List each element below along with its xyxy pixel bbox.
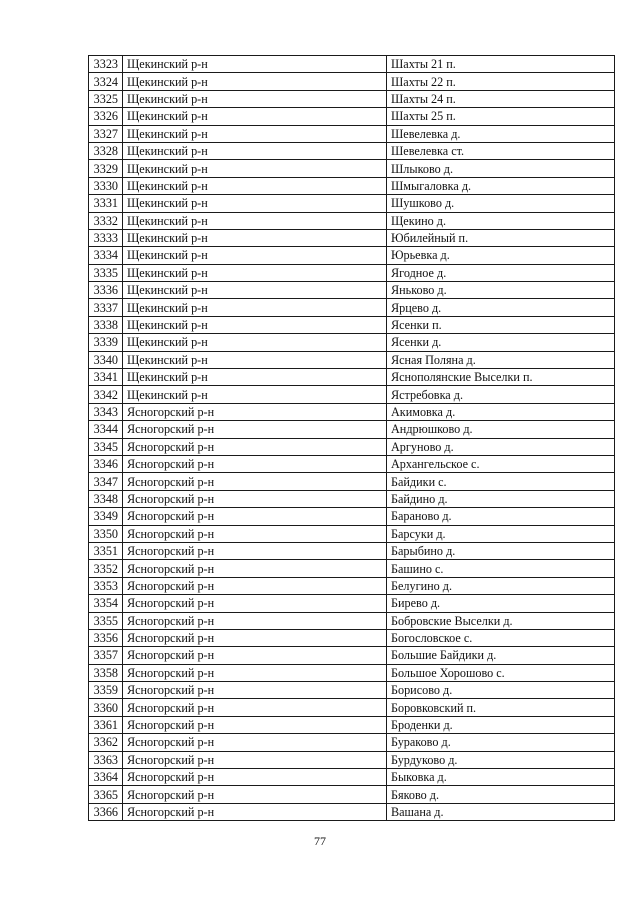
- table-row: [89, 438, 615, 455]
- table-row: [89, 195, 615, 212]
- settlement-cell: Броденки д.: [387, 716, 615, 733]
- row-number-cell: 3323: [89, 56, 123, 73]
- table-row: [89, 142, 615, 159]
- settlement-cell: Шевелевка д.: [387, 125, 615, 142]
- table-row: [89, 229, 615, 246]
- table-row: [89, 525, 615, 542]
- district-cell: Ясногорский р-н: [123, 508, 387, 525]
- district-cell: Ясногорский р-н: [123, 595, 387, 612]
- table-row: [89, 560, 615, 577]
- row-number-cell: 3363: [89, 751, 123, 768]
- settlement-cell: Башино с.: [387, 560, 615, 577]
- settlement-cell: Большое Хорошово с.: [387, 664, 615, 681]
- table-row: [89, 282, 615, 299]
- row-number-cell: 3336: [89, 282, 123, 299]
- settlement-cell: Богословское с.: [387, 629, 615, 646]
- table-row: [89, 108, 615, 125]
- settlements-table-body: [89, 56, 615, 821]
- settlement-cell: Шмыгаловка д.: [387, 177, 615, 194]
- table-row: [89, 299, 615, 316]
- district-cell: Щекинский р-н: [123, 212, 387, 229]
- district-cell: Ясногорский р-н: [123, 525, 387, 542]
- row-number-cell: 3365: [89, 786, 123, 803]
- settlement-cell: Байдики с.: [387, 473, 615, 490]
- settlement-cell: Яньково д.: [387, 282, 615, 299]
- settlement-cell: Шушково д.: [387, 195, 615, 212]
- table-row: [89, 334, 615, 351]
- row-number-cell: 3351: [89, 542, 123, 559]
- row-number-cell: 3338: [89, 316, 123, 333]
- table-row: [89, 629, 615, 646]
- settlement-cell: Ярцево д.: [387, 299, 615, 316]
- row-number-cell: 3330: [89, 177, 123, 194]
- settlement-cell: Ягодное д.: [387, 264, 615, 281]
- district-cell: Щекинский р-н: [123, 108, 387, 125]
- district-cell: Щекинский р-н: [123, 299, 387, 316]
- table-row: [89, 751, 615, 768]
- row-number-cell: 3342: [89, 386, 123, 403]
- district-cell: Ясногорский р-н: [123, 612, 387, 629]
- table-row: [89, 316, 615, 333]
- district-cell: Ясногорский р-н: [123, 629, 387, 646]
- row-number-cell: 3347: [89, 473, 123, 490]
- table-row: [89, 73, 615, 90]
- district-cell: Ясногорский р-н: [123, 560, 387, 577]
- table-row: [89, 125, 615, 142]
- district-cell: Ясногорский р-н: [123, 438, 387, 455]
- settlement-cell: Барыбино д.: [387, 542, 615, 559]
- table-row: [89, 351, 615, 368]
- table-row: [89, 612, 615, 629]
- row-number-cell: 3359: [89, 682, 123, 699]
- table-row: [89, 734, 615, 751]
- table-row: [89, 473, 615, 490]
- settlement-cell: Юрьевка д.: [387, 247, 615, 264]
- district-cell: Щекинский р-н: [123, 229, 387, 246]
- settlement-cell: Яснополянские Выселки п.: [387, 369, 615, 386]
- row-number-cell: 3326: [89, 108, 123, 125]
- table-row: [89, 769, 615, 786]
- settlement-cell: Щекино д.: [387, 212, 615, 229]
- settlement-cell: Шахты 24 п.: [387, 90, 615, 107]
- settlement-cell: Ясенки д.: [387, 334, 615, 351]
- table-row: [89, 177, 615, 194]
- settlement-cell: Быковка д.: [387, 769, 615, 786]
- table-row: [89, 682, 615, 699]
- settlement-cell: Бяково д.: [387, 786, 615, 803]
- district-cell: Щекинский р-н: [123, 73, 387, 90]
- district-cell: Ясногорский р-н: [123, 647, 387, 664]
- settlement-cell: Бураково д.: [387, 734, 615, 751]
- table-row: [89, 577, 615, 594]
- district-cell: Щекинский р-н: [123, 264, 387, 281]
- row-number-cell: 3345: [89, 438, 123, 455]
- table-row: [89, 786, 615, 803]
- district-cell: Ясногорский р-н: [123, 403, 387, 420]
- table-row: [89, 403, 615, 420]
- district-cell: Ясногорский р-н: [123, 786, 387, 803]
- district-cell: Щекинский р-н: [123, 142, 387, 159]
- district-cell: Щекинский р-н: [123, 160, 387, 177]
- settlement-cell: Шахты 25 п.: [387, 108, 615, 125]
- table-row: [89, 647, 615, 664]
- table-row: [89, 595, 615, 612]
- row-number-cell: 3360: [89, 699, 123, 716]
- settlement-cell: Бараново д.: [387, 508, 615, 525]
- district-cell: Ясногорский р-н: [123, 664, 387, 681]
- row-number-cell: 3334: [89, 247, 123, 264]
- district-cell: Щекинский р-н: [123, 125, 387, 142]
- table-row: [89, 386, 615, 403]
- table-row: [89, 212, 615, 229]
- row-number-cell: 3358: [89, 664, 123, 681]
- district-cell: Ясногорский р-н: [123, 542, 387, 559]
- row-number-cell: 3350: [89, 525, 123, 542]
- settlement-cell: Барсуки д.: [387, 525, 615, 542]
- settlement-cell: Ясная Поляна д.: [387, 351, 615, 368]
- row-number-cell: 3328: [89, 142, 123, 159]
- row-number-cell: 3324: [89, 73, 123, 90]
- settlement-cell: Архангельское с.: [387, 455, 615, 472]
- row-number-cell: 3337: [89, 299, 123, 316]
- settlement-cell: Шлыково д.: [387, 160, 615, 177]
- district-cell: Щекинский р-н: [123, 195, 387, 212]
- table-row: [89, 90, 615, 107]
- district-cell: Щекинский р-н: [123, 282, 387, 299]
- table-row: [89, 56, 615, 73]
- settlement-cell: Вашана д.: [387, 803, 615, 820]
- settlement-cell: Шахты 22 п.: [387, 73, 615, 90]
- row-number-cell: 3335: [89, 264, 123, 281]
- district-cell: Щекинский р-н: [123, 334, 387, 351]
- table-row: [89, 664, 615, 681]
- row-number-cell: 3339: [89, 334, 123, 351]
- page-number: 77: [314, 834, 326, 848]
- row-number-cell: 3357: [89, 647, 123, 664]
- district-cell: Ясногорский р-н: [123, 421, 387, 438]
- row-number-cell: 3348: [89, 490, 123, 507]
- table-row: [89, 160, 615, 177]
- row-number-cell: 3353: [89, 577, 123, 594]
- settlement-cell: Борисово д.: [387, 682, 615, 699]
- table-row: [89, 247, 615, 264]
- table-row: [89, 803, 615, 820]
- settlement-cell: Бирево д.: [387, 595, 615, 612]
- settlement-cell: Шахты 21 п.: [387, 56, 615, 73]
- settlement-cell: Акимовка д.: [387, 403, 615, 420]
- district-cell: Ясногорский р-н: [123, 473, 387, 490]
- table-row: [89, 264, 615, 281]
- settlement-cell: Юбилейный п.: [387, 229, 615, 246]
- row-number-cell: 3346: [89, 455, 123, 472]
- settlement-cell: Белугино д.: [387, 577, 615, 594]
- table-row: [89, 369, 615, 386]
- row-number-cell: 3343: [89, 403, 123, 420]
- row-number-cell: 3354: [89, 595, 123, 612]
- district-cell: Щекинский р-н: [123, 90, 387, 107]
- district-cell: Ясногорский р-н: [123, 803, 387, 820]
- table-row: [89, 490, 615, 507]
- row-number-cell: 3352: [89, 560, 123, 577]
- district-cell: Ясногорский р-н: [123, 734, 387, 751]
- district-cell: Ясногорский р-н: [123, 490, 387, 507]
- row-number-cell: 3361: [89, 716, 123, 733]
- row-number-cell: 3362: [89, 734, 123, 751]
- district-cell: Ясногорский р-н: [123, 769, 387, 786]
- row-number-cell: 3340: [89, 351, 123, 368]
- settlement-cell: Байдино д.: [387, 490, 615, 507]
- row-number-cell: 3329: [89, 160, 123, 177]
- settlements-table: [88, 55, 615, 821]
- settlement-cell: Бурдуково д.: [387, 751, 615, 768]
- row-number-cell: 3356: [89, 629, 123, 646]
- district-cell: Ясногорский р-н: [123, 716, 387, 733]
- settlement-cell: Андрюшково д.: [387, 421, 615, 438]
- district-cell: Щекинский р-н: [123, 56, 387, 73]
- district-cell: Щекинский р-н: [123, 351, 387, 368]
- row-number-cell: 3341: [89, 369, 123, 386]
- district-cell: Ясногорский р-н: [123, 682, 387, 699]
- district-cell: Ясногорский р-н: [123, 577, 387, 594]
- district-cell: Ясногорский р-н: [123, 699, 387, 716]
- table-row: [89, 421, 615, 438]
- row-number-cell: 3364: [89, 769, 123, 786]
- row-number-cell: 3332: [89, 212, 123, 229]
- district-cell: Щекинский р-н: [123, 386, 387, 403]
- row-number-cell: 3333: [89, 229, 123, 246]
- settlement-cell: Боровковский п.: [387, 699, 615, 716]
- settlement-cell: Бобровские Выселки д.: [387, 612, 615, 629]
- table-row: [89, 455, 615, 472]
- settlement-cell: Ястребовка д.: [387, 386, 615, 403]
- table-row: [89, 542, 615, 559]
- district-cell: Щекинский р-н: [123, 316, 387, 333]
- row-number-cell: 3355: [89, 612, 123, 629]
- table-row: [89, 699, 615, 716]
- row-number-cell: 3327: [89, 125, 123, 142]
- settlement-cell: Шевелевка ст.: [387, 142, 615, 159]
- settlement-cell: Аргуново д.: [387, 438, 615, 455]
- row-number-cell: 3349: [89, 508, 123, 525]
- row-number-cell: 3325: [89, 90, 123, 107]
- district-cell: Щекинский р-н: [123, 369, 387, 386]
- row-number-cell: 3366: [89, 803, 123, 820]
- district-cell: Щекинский р-н: [123, 247, 387, 264]
- district-cell: Ясногорский р-н: [123, 751, 387, 768]
- row-number-cell: 3331: [89, 195, 123, 212]
- table-row: [89, 716, 615, 733]
- settlement-cell: Большие Байдики д.: [387, 647, 615, 664]
- table-row: [89, 508, 615, 525]
- district-cell: Щекинский р-н: [123, 177, 387, 194]
- district-cell: Ясногорский р-н: [123, 455, 387, 472]
- settlement-cell: Ясенки п.: [387, 316, 615, 333]
- row-number-cell: 3344: [89, 421, 123, 438]
